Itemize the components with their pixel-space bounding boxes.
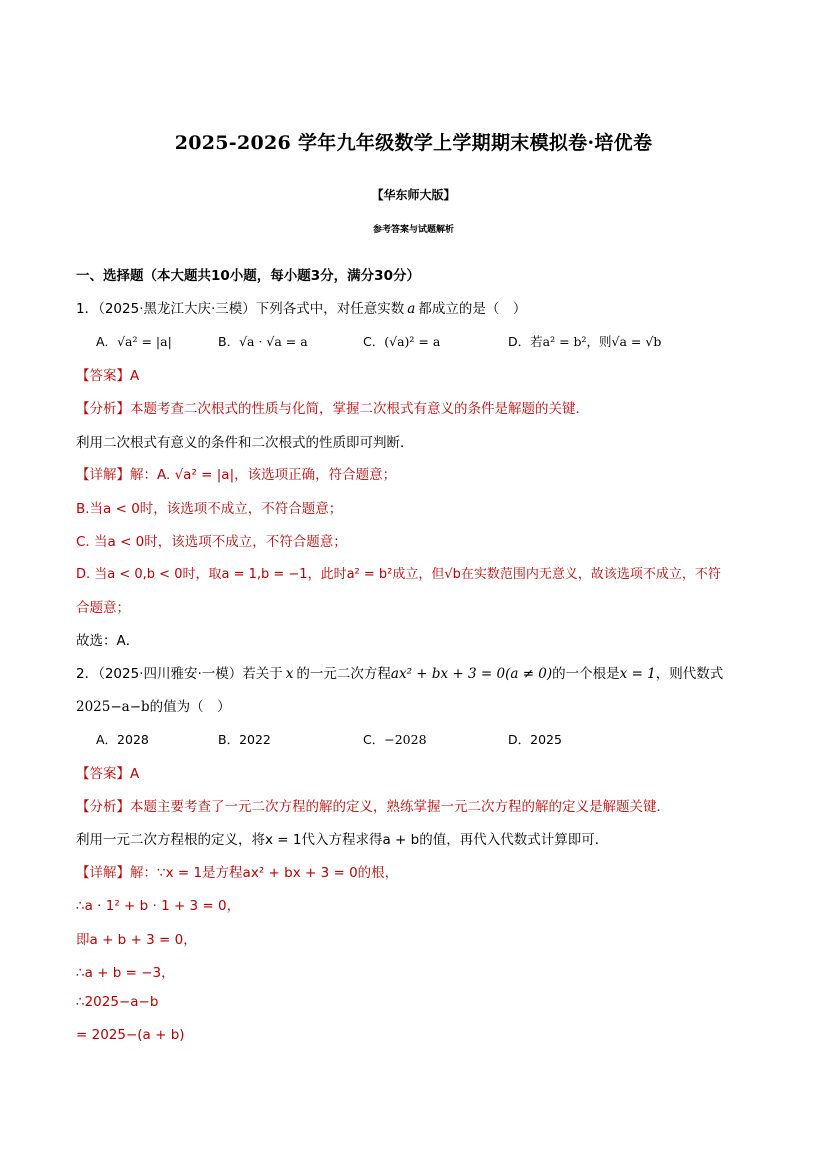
q1-detail-a: 【详解】解：A. √a² = |a|，该选项正确，符合题意；	[76, 467, 397, 483]
q1-option-d-label: D．若	[508, 334, 543, 349]
q2-option-c	[363, 730, 427, 748]
section-heading: 一、选择题（本大题共10小题，每小题3分，满分30分）	[76, 268, 420, 284]
q2-detail-2: ∴a · 1² + b · 1 + 3 = 0，	[76, 898, 241, 914]
q2-stem-mid2: 的一个根是	[552, 666, 620, 682]
q1-option-c	[363, 332, 440, 350]
q2-analysis-line2: 利用一元二次方程根的定义，将x = 1代入方程求得a + b的值，再代入代数式计算即可．	[76, 832, 609, 848]
q1-stem-text: 1．（2025·黑龙江大庆·三模）下列各式中，对任意实数	[76, 301, 405, 317]
question-2-stem	[76, 662, 723, 682]
q1-detail-b: B.当a < 0时，该选项不成立，不符合题意；	[76, 501, 343, 517]
answer-heading: 参考答案与试题解析	[372, 225, 454, 235]
q1-option-c-label: C．	[363, 334, 385, 349]
q2-detail-4: ∴a + b = −3，	[76, 965, 175, 981]
q2-answer: 【答案】A	[76, 766, 140, 782]
q2-detail-3: 即a + b + 3 = 0，	[76, 932, 197, 948]
q2-option-d: D．2025	[508, 732, 562, 747]
q2-stem-mid: 的一元二次方程	[296, 666, 391, 682]
q1-answer: 【答案】A	[76, 368, 140, 384]
q1-option-a	[96, 332, 172, 350]
q2-option-c-expr: −2028	[384, 732, 427, 747]
q2-detail-1: 【详解】解：∵x = 1是方程ax² + bx + 3 = 0的根，	[76, 865, 399, 881]
q2-stem-line2-end: 的值为（ ）	[149, 699, 231, 715]
q1-option-b	[218, 332, 308, 350]
q1-option-a-expr: √a² = |a|	[117, 334, 172, 349]
q2-option-a: A．2028	[96, 732, 149, 747]
q1-analysis: 【分析】本题考查二次根式的性质与化简，掌握二次根式有意义的条件是解题的关键．	[76, 401, 589, 417]
q2-stem-text: 2．（2025·四川雅安·一模）若关于	[76, 666, 283, 682]
q2-stem-var: x	[285, 666, 294, 682]
q2-detail-5: ∴2025−a−b	[76, 994, 159, 1010]
q1-detail-d: D. 当a < 0,b < 0时，取a = 1,b = −1，此时a² = b²成立，但√b在实数范围内无意义，故该选项不成立，不符	[76, 567, 721, 582]
q2-stem-root: x = 1	[619, 666, 656, 682]
q1-option-c-expr: (√a)² = a	[384, 334, 441, 349]
q2-option-b: B．2022	[218, 732, 271, 747]
q1-analysis-line2: 利用二次根式有意义的条件和二次根式的性质即可判断．	[76, 435, 414, 451]
q1-detail-c: C. 当a < 0时，该选项不成立，不符合题意；	[76, 534, 347, 550]
q1-detail-d-line2: 合题意；	[76, 600, 130, 616]
q1-stem-end: 都成立的是（ ）	[418, 301, 527, 317]
q1-option-b-label: B．	[218, 334, 240, 349]
q1-choose: 故选：A．	[76, 633, 140, 649]
q1-option-b-expr: √a · √a = a	[239, 334, 308, 349]
document-title: 2025-2026 学年九年级数学上学期期末模拟卷·培优卷	[174, 132, 653, 154]
question-2-stem-line2	[76, 695, 231, 715]
q2-stem-expression: 2025−a−b	[76, 699, 150, 715]
question-1-stem	[76, 297, 526, 317]
q2-detail-6: = 2025−(a + b)	[76, 1027, 185, 1043]
q1-stem-var: a	[407, 301, 416, 317]
q2-analysis: 【分析】本题主要考查了一元二次方程的解的定义，熟练掌握一元二次方程的解的定义是解题关键．	[76, 799, 670, 815]
edition-label: 【华东师大版】	[371, 188, 456, 202]
q2-stem-end: ，则代数式	[655, 666, 724, 682]
q1-option-d-expr: a² = b²，则√a = √b	[542, 334, 662, 349]
q1-option-a-label: A．	[96, 334, 118, 349]
q2-stem-equation: ax² + bx + 3 = 0(a ≠ 0)	[390, 666, 553, 682]
q2-option-c-label: C．	[363, 732, 385, 747]
q1-option-d	[508, 332, 661, 350]
